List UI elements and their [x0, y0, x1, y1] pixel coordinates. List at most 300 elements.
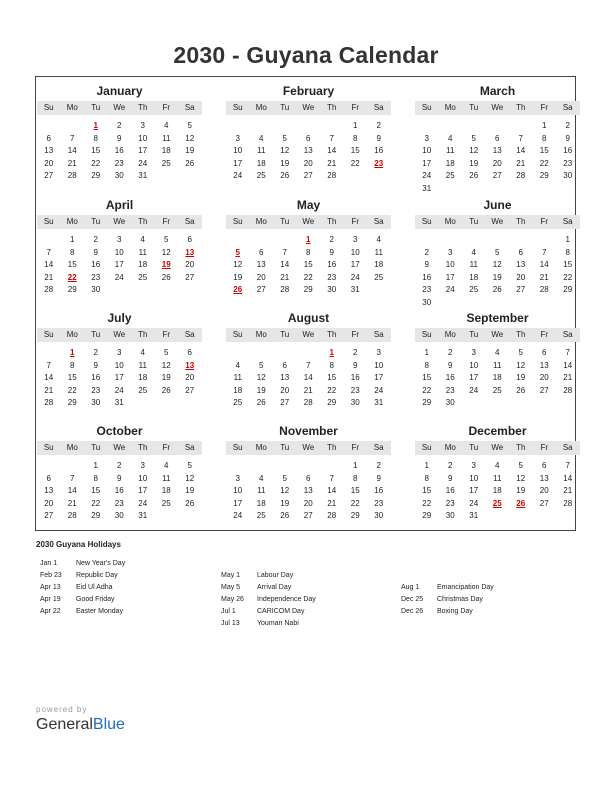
day-cell: 21	[67, 498, 77, 508]
day-cell: 27	[44, 511, 54, 521]
holiday-day-cell: 1	[93, 121, 98, 130]
day-cell: 28	[303, 398, 313, 408]
day-cell: 20	[539, 486, 549, 496]
day-cell: 22	[303, 272, 313, 282]
day-cell: 6	[306, 133, 311, 143]
weekday-label: We	[113, 103, 126, 112]
day-cell: 5	[518, 461, 523, 470]
weekday-label: Fr	[540, 217, 549, 226]
day-cell: 9	[117, 473, 122, 483]
day-cell: 9	[448, 473, 453, 483]
day-cell: 3	[424, 133, 429, 143]
day-cell: 1	[70, 235, 75, 244]
day-cell: 14	[303, 373, 313, 383]
day-cell: 2	[376, 461, 381, 470]
day-cell: 28	[44, 285, 54, 295]
day-cell: 20	[303, 158, 313, 168]
day-cell: 20	[539, 373, 549, 383]
day-cell: 20	[280, 385, 290, 395]
weekday-label: Sa	[373, 443, 384, 452]
day-cell: 22	[91, 158, 101, 168]
day-cell: 31	[374, 398, 384, 408]
day-cell: 10	[374, 360, 384, 370]
holiday-name: CARICOM Day	[257, 608, 305, 615]
day-cell: 5	[518, 348, 523, 357]
weekday-label: Fr	[162, 443, 171, 452]
day-cell: 5	[495, 247, 500, 257]
weekday-label: Tu	[280, 217, 290, 226]
weekday-label: Su	[421, 330, 432, 339]
day-cell: 4	[495, 461, 500, 470]
day-cell: 30	[350, 398, 360, 408]
weekday-label: Sa	[562, 103, 573, 112]
day-cell: 15	[350, 486, 360, 496]
day-cell: 21	[44, 385, 54, 395]
day-cell: 10	[138, 473, 148, 483]
day-cell: 28	[327, 171, 337, 181]
day-cell: 12	[492, 260, 502, 270]
weekday-label: We	[113, 443, 126, 452]
weekday-label: Mo	[255, 330, 267, 339]
day-cell: 3	[376, 348, 381, 357]
weekday-label: Su	[421, 443, 432, 452]
day-cell: 10	[445, 260, 455, 270]
day-cell: 24	[114, 385, 124, 395]
weekday-label: Th	[138, 443, 148, 452]
holiday-date: Aug 1	[401, 584, 420, 591]
day-cell: 16	[563, 146, 573, 156]
day-cell: 19	[280, 158, 290, 168]
weekday-label: Mo	[255, 443, 267, 452]
day-cell: 23	[114, 158, 124, 168]
day-cell: 19	[185, 486, 195, 496]
day-cell: 29	[67, 285, 77, 295]
day-cell: 2	[93, 348, 98, 357]
day-cell: 3	[235, 473, 240, 483]
month-name: February	[282, 84, 335, 98]
weekday-label: Th	[327, 330, 337, 339]
weekday-label: Tu	[469, 443, 479, 452]
day-cell: 17	[114, 260, 124, 270]
page-title: 2030 - Guyana Calendar	[173, 42, 439, 68]
weekday-label: We	[113, 217, 126, 226]
holiday-date: Jan 1	[40, 560, 58, 567]
month-name: July	[107, 311, 132, 325]
holiday-row	[401, 582, 494, 594]
holiday-day-cell: 1	[329, 348, 334, 357]
day-cell: 5	[164, 235, 169, 244]
day-cell: 4	[376, 235, 381, 244]
day-cell: 13	[539, 473, 549, 483]
day-cell: 18	[492, 373, 502, 383]
day-cell: 8	[542, 133, 547, 143]
day-cell: 23	[91, 385, 101, 395]
day-cell: 24	[114, 272, 124, 282]
weekday-label: Th	[516, 217, 526, 226]
day-cell: 2	[424, 247, 429, 257]
holiday-name: Youman Nabi	[257, 620, 299, 627]
day-cell: 23	[91, 272, 101, 282]
day-cell: 2	[117, 121, 122, 130]
day-cell: 13	[539, 360, 549, 370]
weekday-label: Sa	[562, 330, 573, 339]
day-cell: 27	[303, 171, 313, 181]
day-cell: 7	[518, 133, 523, 143]
day-cell: 16	[91, 260, 101, 270]
day-cell: 29	[422, 511, 432, 521]
day-cell: 27	[185, 272, 195, 282]
weekday-header	[37, 101, 202, 115]
day-cell: 18	[233, 385, 243, 395]
weekday-label: Fr	[162, 103, 171, 112]
day-cell: 19	[256, 385, 266, 395]
holiday-day-cell: 22	[67, 272, 77, 282]
day-cell: 9	[376, 133, 381, 143]
day-cell: 25	[256, 511, 266, 521]
weekday-label: Mo	[66, 217, 78, 226]
holiday-date: Apr 19	[40, 596, 61, 603]
day-cell: 6	[306, 473, 311, 483]
day-cell: 26	[516, 385, 526, 395]
day-cell: 11	[257, 486, 266, 496]
day-cell: 26	[185, 498, 195, 508]
day-cell: 27	[185, 385, 195, 395]
day-cell: 11	[257, 146, 266, 156]
day-cell: 22	[327, 385, 337, 395]
holiday-name: New Year's Day	[76, 560, 126, 567]
day-cell: 24	[445, 285, 455, 295]
day-cell: 1	[353, 461, 358, 470]
day-cell: 20	[185, 373, 195, 383]
day-cell: 9	[93, 360, 98, 370]
day-cell: 14	[44, 373, 54, 383]
weekday-label: Mo	[444, 443, 456, 452]
day-cell: 20	[185, 260, 195, 270]
day-cell: 8	[70, 247, 75, 257]
day-cell: 4	[448, 133, 453, 143]
holiday-row	[221, 606, 316, 618]
day-cell: 15	[91, 146, 101, 156]
day-cell: 21	[327, 498, 337, 508]
day-cell: 10	[138, 133, 148, 143]
weekday-label: Th	[516, 330, 526, 339]
day-cell: 26	[492, 285, 502, 295]
day-cell: 19	[161, 373, 171, 383]
weekday-label: Fr	[351, 443, 360, 452]
day-cell: 16	[445, 486, 455, 496]
day-cell: 12	[161, 360, 171, 370]
weekday-label: Mo	[255, 217, 267, 226]
weekday-label: Tu	[469, 330, 479, 339]
day-cell: 1	[353, 121, 358, 130]
weekday-label: Mo	[66, 103, 78, 112]
holiday-date: Apr 22	[40, 608, 61, 615]
month-name: June	[483, 198, 512, 212]
day-cell: 17	[114, 373, 124, 383]
holiday-day-cell: 1	[70, 348, 75, 357]
day-cell: 24	[233, 171, 243, 181]
day-cell: 13	[256, 260, 266, 270]
day-cell: 27	[280, 398, 290, 408]
day-cell: 8	[70, 360, 75, 370]
day-cell: 21	[516, 158, 526, 168]
day-cell: 25	[138, 272, 148, 282]
weekday-label: Tu	[91, 103, 101, 112]
day-cell: 17	[469, 486, 479, 496]
weekday-header	[226, 215, 391, 229]
day-cell: 14	[563, 360, 573, 370]
day-cell: 7	[565, 348, 570, 357]
day-cell: 13	[44, 146, 54, 156]
weekday-label: We	[491, 443, 504, 452]
generalblue-logo[interactable]	[36, 705, 125, 734]
day-cell: 7	[329, 133, 334, 143]
day-cell: 4	[471, 247, 476, 257]
holiday-name: Boxing Day	[437, 608, 473, 615]
day-cell: 18	[469, 272, 479, 282]
day-cell: 27	[303, 511, 313, 521]
day-cell: 15	[563, 260, 573, 270]
holiday-date: Jul 1	[221, 608, 236, 615]
day-cell: 15	[67, 260, 77, 270]
weekday-label: Th	[138, 103, 148, 112]
holiday-row	[221, 618, 316, 630]
holiday-day-cell: 19	[161, 260, 171, 270]
day-cell: 14	[516, 146, 526, 156]
weekday-header	[415, 101, 580, 115]
month-name: December	[468, 424, 527, 438]
day-cell: 27	[492, 171, 502, 181]
day-cell: 3	[140, 461, 145, 470]
weekday-label: Sa	[184, 330, 195, 339]
weekday-label: Mo	[444, 103, 456, 112]
day-cell: 28	[563, 498, 573, 508]
day-cell: 28	[539, 285, 549, 295]
day-cell: 30	[422, 298, 432, 307]
day-cell: 3	[140, 121, 145, 130]
weekday-label: Su	[421, 103, 432, 112]
holiday-date: Jul 13	[221, 620, 240, 627]
day-cell: 24	[350, 272, 360, 282]
day-cell: 4	[259, 473, 264, 483]
day-cell: 21	[539, 272, 549, 282]
weekday-header	[37, 215, 202, 229]
day-cell: 22	[422, 385, 432, 395]
day-cell: 15	[67, 373, 77, 383]
day-cell: 25	[492, 385, 502, 395]
weekday-header	[226, 441, 391, 455]
day-cell: 7	[542, 247, 547, 257]
day-cell: 8	[353, 473, 358, 483]
weekday-label: Mo	[66, 330, 78, 339]
day-cell: 11	[493, 473, 502, 483]
weekday-label: Sa	[373, 217, 384, 226]
day-cell: 9	[329, 247, 334, 257]
day-cell: 2	[448, 348, 453, 357]
day-cell: 6	[187, 348, 192, 357]
day-cell: 28	[280, 285, 290, 295]
weekday-label: We	[302, 217, 315, 226]
day-cell: 5	[187, 461, 192, 470]
day-cell: 2	[117, 461, 122, 470]
month-name: May	[296, 198, 321, 212]
day-cell: 16	[91, 373, 101, 383]
day-cell: 17	[469, 373, 479, 383]
holiday-day-cell: 23	[374, 158, 384, 168]
day-cell: 10	[114, 360, 124, 370]
weekday-label: Th	[138, 330, 148, 339]
day-cell: 17	[422, 158, 432, 168]
brand-general: General	[36, 716, 93, 733]
day-cell: 23	[422, 285, 432, 295]
day-cell: 13	[492, 146, 502, 156]
day-cell: 29	[422, 398, 432, 408]
day-cell: 30	[327, 285, 337, 295]
day-cell: 28	[44, 398, 54, 408]
day-cell: 8	[565, 247, 570, 257]
day-cell: 25	[161, 498, 171, 508]
weekday-label: Th	[327, 103, 337, 112]
weekday-label: Tu	[280, 330, 290, 339]
day-cell: 26	[161, 385, 171, 395]
day-cell: 22	[539, 158, 549, 168]
day-cell: 8	[424, 473, 429, 483]
weekday-header	[37, 328, 202, 342]
day-cell: 24	[233, 511, 243, 521]
day-cell: 25	[374, 272, 384, 282]
weekday-label: Fr	[540, 103, 549, 112]
weekday-label: We	[113, 330, 126, 339]
day-cell: 10	[350, 247, 360, 257]
day-cell: 22	[563, 272, 573, 282]
day-cell: 29	[563, 285, 573, 295]
day-cell: 31	[422, 184, 432, 193]
weekday-label: Sa	[562, 443, 573, 452]
day-cell: 16	[374, 146, 384, 156]
weekday-label: Su	[43, 217, 54, 226]
holiday-date: Apr 13	[40, 584, 61, 591]
month-name: January	[96, 84, 143, 98]
day-cell: 17	[233, 498, 243, 508]
brand-blue: Blue	[92, 716, 125, 733]
day-cell: 29	[539, 171, 549, 181]
holiday-day-cell: 1	[306, 235, 311, 244]
day-cell: 2	[329, 235, 334, 244]
day-cell: 24	[138, 498, 148, 508]
weekday-header	[226, 328, 391, 342]
holiday-day-cell: 26	[233, 285, 243, 295]
day-cell: 2	[93, 235, 98, 244]
holidays-title: 2030 Guyana Holidays	[36, 540, 121, 549]
holiday-name: Eid Ul Adha	[76, 584, 113, 591]
day-cell: 14	[44, 260, 54, 270]
day-cell: 31	[114, 398, 124, 408]
holiday-column	[401, 582, 494, 618]
day-cell: 27	[516, 285, 526, 295]
day-cell: 20	[516, 272, 526, 282]
day-cell: 15	[350, 146, 360, 156]
holiday-row	[40, 558, 125, 570]
day-cell: 4	[259, 133, 264, 143]
weekday-label: Mo	[255, 103, 267, 112]
day-cell: 19	[516, 486, 526, 496]
day-cell: 25	[161, 158, 171, 168]
day-cell: 16	[374, 486, 384, 496]
day-cell: 14	[67, 146, 77, 156]
weekday-label: Su	[43, 443, 54, 452]
day-cell: 10	[469, 360, 479, 370]
holiday-name: Christmas Day	[437, 596, 483, 603]
day-cell: 14	[280, 260, 290, 270]
day-cell: 5	[282, 473, 287, 483]
day-cell: 20	[492, 158, 502, 168]
day-cell: 24	[469, 498, 479, 508]
day-cell: 12	[233, 260, 243, 270]
day-cell: 12	[516, 360, 526, 370]
holiday-date: Dec 25	[401, 596, 424, 603]
day-cell: 9	[448, 360, 453, 370]
weekday-label: We	[491, 103, 504, 112]
holiday-column	[221, 570, 316, 630]
weekday-label: Tu	[469, 103, 479, 112]
weekday-label: Fr	[351, 330, 360, 339]
day-cell: 22	[91, 498, 101, 508]
weekday-label: Mo	[444, 330, 456, 339]
day-cell: 8	[353, 133, 358, 143]
day-cell: 15	[422, 373, 432, 383]
weekday-label: Mo	[444, 217, 456, 226]
day-cell: 15	[91, 486, 101, 496]
day-cell: 9	[376, 473, 381, 483]
day-cell: 4	[140, 235, 145, 244]
day-cell: 16	[445, 373, 455, 383]
day-cell: 18	[138, 260, 148, 270]
holiday-name: Arrival Day	[257, 584, 292, 591]
day-cell: 27	[256, 285, 266, 295]
weekday-header	[415, 328, 580, 342]
holiday-row	[221, 594, 316, 606]
day-cell: 2	[448, 461, 453, 470]
holiday-row	[401, 594, 494, 606]
weekday-label: We	[302, 330, 315, 339]
month-name: March	[479, 84, 516, 98]
holiday-date: May 5	[221, 584, 241, 591]
month-name: November	[279, 424, 338, 438]
weekday-label: Tu	[280, 103, 290, 112]
day-cell: 5	[471, 133, 476, 143]
weekday-label: Su	[232, 103, 243, 112]
day-cell: 11	[233, 373, 242, 383]
day-cell: 12	[516, 473, 526, 483]
day-cell: 7	[46, 360, 51, 370]
day-cell: 23	[563, 158, 573, 168]
weekday-label: Th	[516, 103, 526, 112]
day-cell: 26	[161, 272, 171, 282]
holiday-day-cell: 26	[516, 498, 526, 508]
weekday-label: Sa	[184, 217, 195, 226]
day-cell: 12	[280, 486, 290, 496]
day-cell: 30	[374, 511, 384, 521]
day-cell: 15	[422, 486, 432, 496]
day-cell: 18	[161, 486, 171, 496]
day-cell: 2	[353, 348, 358, 357]
day-cell: 23	[445, 385, 455, 395]
day-cell: 5	[259, 360, 264, 370]
day-cell: 8	[93, 133, 98, 143]
day-cell: 24	[138, 158, 148, 168]
day-cell: 1	[93, 461, 98, 470]
weekday-label: Sa	[373, 103, 384, 112]
